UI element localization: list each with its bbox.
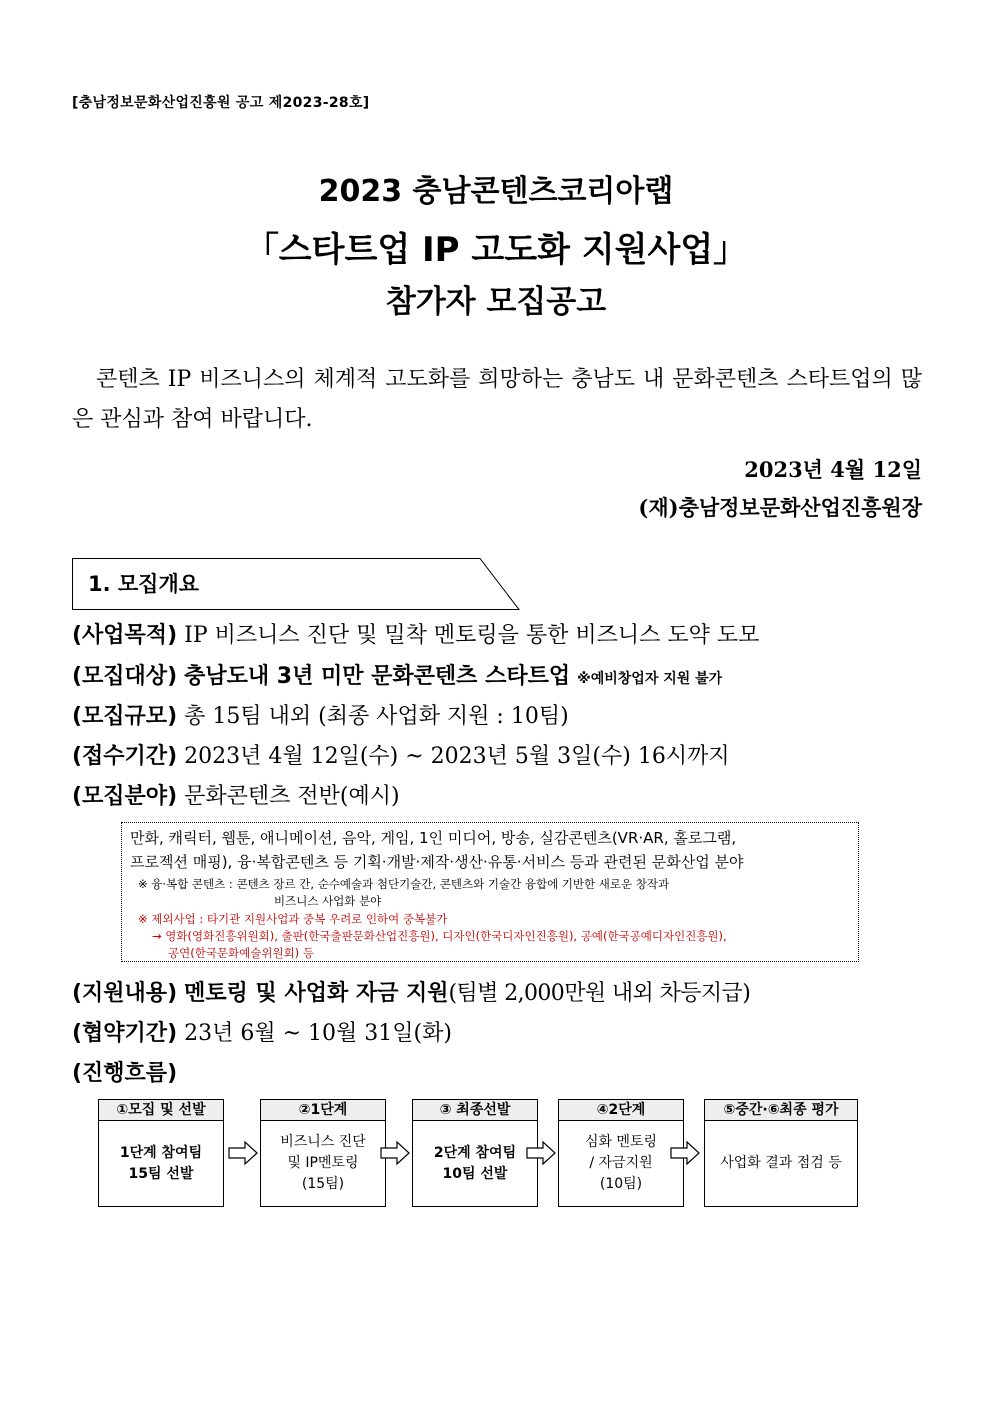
flow-arrow-icon [670, 1140, 700, 1166]
item-scale-label: (모집규모) [72, 704, 178, 729]
flow-step-2-line-3: (15팀) [301, 1176, 345, 1192]
convergence-note: ※ 융·복합 콘텐츠 : 콘텐츠 장르 간, 순수예술과 첨단기술간, 콘텐츠와 기술간 융합에 기반한 새로운 창작과 [138, 877, 670, 891]
item-target-value: 충남도내 3년 미만 문화콘텐츠 스타트업 [184, 664, 571, 689]
field-examples-line-1: 만화, 캐릭터, 웹툰, 애니메이션, 음악, 게임, 1인 미디어, 방송, 실감콘텐츠(VR·AR, 홀로그램, [130, 829, 737, 847]
item-purpose-label: (사업목적) [72, 623, 178, 648]
notice-date: 2023년 4월 12일 [744, 457, 922, 482]
item-scale [72, 699, 569, 730]
item-support [72, 976, 750, 1007]
flow-step-1-title: ①모집 및 선발 [98, 1099, 224, 1121]
item-period-value: 2023년 4월 12일(수) ~ 2023년 5월 3일(수) 16시까지 [184, 744, 730, 769]
flow-step-4-line-1: 심화 멘토링 [584, 1134, 658, 1150]
field-examples-line-2: 프로젝션 매핑), 융·복합콘텐츠 등 기획·개발·제작·생산·유통·서비스 등과 관련된 문화산업 분야 [130, 853, 744, 871]
item-purpose [72, 618, 759, 649]
flow-step-4-title: ④2단계 [558, 1099, 684, 1121]
flow-step-2-line-1: 비즈니스 진단 [280, 1134, 366, 1150]
flow-step-5-title: ⑤중간·⑥최종 평가 [704, 1099, 858, 1121]
item-agreement-value: 23년 6월 ~ 10월 31일(화) [184, 1021, 452, 1046]
excluded-note: ※ 제외사업 : 타기관 지원사업과 중복 우려로 인하여 중복불가 [138, 912, 448, 926]
item-flow [72, 1056, 177, 1087]
flow-step-1-line-1: 1단계 참여팀 [119, 1144, 203, 1161]
flow-step-3-body [412, 1121, 538, 1207]
notice-number: [충남정보문화산업진흥원 공고 제2023-28호] [72, 95, 370, 111]
title-line-1: 2023 충남콘텐츠코리아랩 [318, 174, 674, 209]
flow-step-4-line-3: (10팀) [599, 1176, 643, 1192]
item-period [72, 739, 730, 770]
flow-arrow-icon [380, 1140, 410, 1166]
item-support-note: (팀별 2,000만원 내외 차등지급) [448, 981, 751, 1006]
flow-step-1-line-2: 15팀 선발 [128, 1165, 194, 1182]
excluded-list: → 영화(영화진흥위원회), 출판(한국출판문화산업진흥원), 디자인(한국디자인진흥원), 공예(한국공예디자인진흥원), [152, 929, 727, 943]
item-support-value: 멘토링 및 사업화 자금 지원 [184, 981, 449, 1006]
flow-step-3-line-1: 2단계 참여팀 [433, 1144, 517, 1161]
excluded-list-cont: 공연(한국문화예술위원회) 등 [168, 946, 314, 960]
item-field [72, 779, 400, 810]
flow-step-4-body [558, 1121, 684, 1207]
issuer: (재)충남정보문화산업진흥원장 [638, 495, 922, 520]
flow-step-2-title: ②1단계 [260, 1099, 386, 1121]
intro-paragraph: 콘텐츠 IP 비즈니스의 체계적 고도화를 희망하는 충남도 내 문화콘텐츠 스타트업의 많은 관심과 참여 바랍니다. [72, 367, 922, 432]
item-support-label: (지원내용) [72, 981, 178, 1006]
item-target [72, 659, 722, 690]
item-target-note: ※예비창업자 지원 불가 [577, 671, 723, 687]
flow-step-2 [260, 1099, 386, 1207]
flow-step-3-title: ③ 최종선발 [412, 1099, 538, 1121]
flow-step-2-line-2: 및 IP멘토링 [287, 1155, 359, 1171]
item-field-value: 문화콘텐츠 전반(예시) [184, 784, 400, 809]
flow-step-5 [704, 1099, 858, 1207]
item-agreement [72, 1016, 452, 1047]
flow-step-1-body [98, 1121, 224, 1207]
flow-step-5-line-1: 사업화 결과 점검 등 [720, 1155, 842, 1171]
flow-arrow-icon [526, 1140, 556, 1166]
flow-step-3 [412, 1099, 538, 1207]
flow-step-5-body [704, 1121, 858, 1207]
flow-step-2-body [260, 1121, 386, 1207]
flow-arrow-icon [228, 1140, 258, 1166]
flow-step-1 [98, 1099, 224, 1207]
flow-step-4-line-2: / 자금지원 [589, 1155, 653, 1171]
item-period-label: (접수기간) [72, 744, 178, 769]
item-target-label: (모집대상) [72, 664, 178, 689]
item-flow-label: (진행흐름) [72, 1061, 178, 1086]
item-purpose-value: IP 비즈니스 진단 및 밀착 멘토링을 통한 비즈니스 도약 도모 [184, 623, 760, 648]
flow-step-4 [558, 1099, 684, 1207]
title-line-3: 참가자 모집공고 [385, 284, 607, 320]
item-agreement-label: (협약기간) [72, 1021, 178, 1046]
flow-step-3-line-2: 10팀 선발 [442, 1165, 508, 1182]
item-scale-value: 총 15팀 내외 (최종 사업화 지원 : 10팀) [184, 704, 569, 729]
item-field-label: (모집분야) [72, 784, 178, 809]
convergence-note-cont: 비즈니스 사업화 분야 [274, 894, 382, 908]
title-line-2: 「스타트업 IP 고도화 지원사업」 [244, 230, 748, 270]
section-1-title: 1. 모집개요 [88, 572, 200, 596]
